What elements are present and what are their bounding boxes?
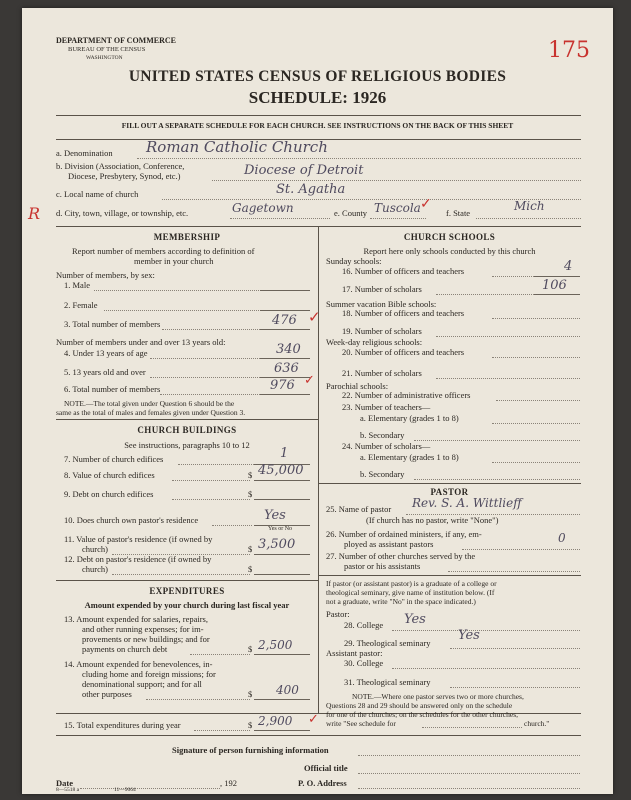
- q15-value: 2,900: [258, 714, 293, 728]
- q26-value: 0: [558, 531, 566, 545]
- county-check-mark: ✓: [420, 197, 432, 212]
- assistant-pastor-label: Assistant pastor:: [326, 648, 383, 658]
- form-code-1: 8—5518 a: [56, 787, 80, 793]
- stamp-number: 175: [548, 38, 590, 63]
- schools-title: CHURCH SCHOOLS: [403, 232, 496, 242]
- county-label: e. County: [334, 208, 368, 218]
- q14-label-2: cluding home and foreign missions; for: [82, 669, 216, 679]
- form-code-2: 11—9064: [114, 787, 136, 793]
- state-label: f. State: [446, 208, 471, 218]
- q25-note: (If church has no pastor, write "None"): [366, 515, 499, 525]
- q6-value: 976: [270, 378, 295, 393]
- q2-label: 2. Female: [64, 300, 98, 310]
- q8-value: 45,000: [258, 463, 304, 478]
- q11-value: 3,500: [258, 537, 296, 552]
- q30-label: 30. College: [344, 658, 384, 668]
- q29-label: 29. Theological seminary: [344, 638, 431, 648]
- q14-label-4: other purposes: [82, 689, 132, 699]
- pastor-note-3: for one of the churches; on the schedules for the other churches,: [326, 710, 519, 719]
- city-value: Gagetown: [232, 201, 294, 215]
- membership-note-2: same as the total of males and females given under Question 3.: [56, 408, 246, 417]
- official-title-label: Official title: [304, 763, 348, 773]
- q15-check-mark: ✓: [308, 711, 319, 726]
- q16-label: 16. Number of officers and teachers: [342, 266, 465, 276]
- q12-label-1: 12. Debt on pastor's residence (if owned by: [64, 554, 212, 564]
- date-label: Date: [56, 778, 73, 788]
- graduate-instr-3: not a graduate, write "No" in the space indicated.): [326, 597, 476, 606]
- q24-label: 24. Number of scholars—: [342, 441, 431, 451]
- q3-check-mark: ✓: [308, 310, 321, 326]
- q11-label-1: 11. Value of pastor's residence (if owned by: [64, 534, 213, 544]
- yes-or-no-hint: Yes or No: [268, 526, 293, 532]
- q19-label: 19. Number of scholars: [342, 326, 422, 336]
- pastor-note-5: church.": [524, 719, 550, 728]
- q13-label-4: payments on church debt: [82, 644, 168, 654]
- q12-dollar: $: [248, 564, 253, 574]
- q25-label: 25. Name of pastor: [326, 504, 392, 514]
- graduate-instr-2: theological seminary, give name of institution below. (If: [326, 588, 495, 597]
- city-label: WASHINGTON: [86, 55, 123, 61]
- q23a-label: a. Elementary (grades 1 to 8): [360, 413, 459, 423]
- bureau-label: BUREAU OF THE CENSUS: [68, 46, 146, 53]
- q11-dollar: $: [248, 544, 253, 554]
- pastor-sub-label: Pastor:: [326, 609, 350, 619]
- q15-dollar: $: [248, 720, 253, 730]
- q6-check-mark: ✓: [304, 372, 315, 387]
- q26-label-2: ployed as assistant pastors: [344, 539, 434, 549]
- pastor-note-1: NOTE.—Where one pastor serves two or more churches,: [352, 692, 524, 701]
- instruction-line: FILL OUT A SEPARATE SCHEDULE FOR EACH CHURCH. SEE INSTRUCTIONS ON THE BACK OF THIS SHEET: [121, 121, 514, 130]
- city-field-label: d. City, town, village, or township, etc.: [56, 208, 189, 218]
- q14-dollar: $: [248, 689, 253, 699]
- q10-label: 10. Does church own pastor's residence: [64, 515, 199, 525]
- q16-value: 4: [564, 259, 573, 274]
- q25-value: Rev. S. A. Wittlieff: [412, 496, 522, 510]
- county-value: Tuscola: [374, 201, 421, 215]
- q23-label: 23. Number of teachers—: [342, 402, 431, 412]
- census-schedule-sheet: [22, 8, 613, 794]
- department-label: DEPARTMENT OF COMMERCE: [56, 36, 177, 45]
- q8-label: 8. Value of church edifices: [64, 470, 155, 480]
- q27-label-1: 27. Number of other churches served by the: [326, 551, 476, 561]
- q12-label-2: church): [82, 564, 108, 574]
- membership-title: MEMBERSHIP: [153, 232, 221, 242]
- signature-label: Signature of person furnishing information: [172, 745, 329, 755]
- q3-label: 3. Total number of members: [64, 319, 161, 329]
- membership-note-1: NOTE.—The total given under Question 6 should be the: [64, 399, 235, 408]
- pastor-note-2: Questions 28 and 29 should be answered only on the schedule: [326, 701, 513, 710]
- q7-value: 1: [280, 446, 289, 461]
- page-title: UNITED STATES CENSUS OF RELIGIOUS BODIES: [128, 68, 507, 85]
- date-year: , 192: [220, 778, 237, 788]
- q15-label: 15. Total expenditures during year: [64, 720, 181, 730]
- parochial-schools-label: Parochial schools:: [326, 381, 389, 391]
- membership-intro-2: member in your church: [134, 256, 214, 266]
- q28-label: 28. College: [344, 620, 384, 630]
- members-by-sex: Number of members, by sex:: [56, 270, 155, 280]
- weekday-schools-label: Week-day religious schools:: [326, 337, 423, 347]
- sunday-schools-label: Sunday schools:: [326, 256, 382, 266]
- q13-value: 2,500: [258, 638, 293, 652]
- local-name-label: c. Local name of church: [56, 189, 139, 199]
- q3-value: 476: [272, 313, 297, 328]
- local-name-value: St. Agatha: [276, 182, 346, 197]
- buildings-title: CHURCH BUILDINGS: [137, 425, 237, 435]
- q21-label: 21. Number of scholars: [342, 368, 422, 378]
- schools-intro: Report here only schools conducted by this church: [363, 246, 536, 256]
- q13-label-3: provements or new buildings; and for: [82, 634, 210, 644]
- membership-intro-1: Report number of members according to definition of: [72, 246, 255, 256]
- pastor-note-4: write "See schedule for: [326, 719, 396, 728]
- q24a-label: a. Elementary (grades 1 to 8): [360, 452, 459, 462]
- q5-value: 636: [274, 361, 299, 376]
- q24b-label: b. Secondary: [360, 469, 405, 479]
- q4-label: 4. Under 13 years of age: [64, 348, 148, 358]
- q20-label: 20. Number of officers and teachers: [342, 347, 465, 357]
- q4-value: 340: [276, 342, 301, 357]
- q9-dollar: $: [248, 489, 253, 499]
- q6-label: 6. Total number of members: [64, 384, 161, 394]
- q14-value: 400: [276, 683, 299, 697]
- q17-label: 17. Number of scholars: [342, 284, 422, 294]
- pastor-title: PASTOR: [430, 487, 469, 497]
- expenditures-title: EXPENDITURES: [149, 586, 225, 596]
- q28-value: Yes: [404, 612, 426, 627]
- page-subtitle: SCHEDULE: 1926: [248, 88, 387, 107]
- summer-schools-label: Summer vacation Bible schools:: [326, 299, 437, 309]
- buildings-intro: See instructions, paragraphs 10 to 12: [124, 440, 250, 450]
- division-label-1: b. Division (Association, Conference,: [56, 161, 185, 171]
- q7-label: 7. Number of church edifices: [64, 454, 164, 464]
- q23b-label: b. Secondary: [360, 430, 405, 440]
- q26-label-1: 26. Number of ordained ministers, if any, em-: [326, 529, 482, 539]
- q22-label: 22. Number of administrative officers: [342, 390, 471, 400]
- q13-label-1: 13. Amount expended for salaries, repairs,: [64, 614, 208, 624]
- q1-label: 1. Male: [64, 280, 90, 290]
- q13-label-2: and other running expenses; for im-: [82, 624, 204, 634]
- q11-label-2: church): [82, 544, 108, 554]
- q14-label-1: 14. Amount expended for benevolences, in-: [64, 659, 213, 669]
- q9-label: 9. Debt on church edifices: [64, 489, 154, 499]
- q31-label: 31. Theological seminary: [344, 677, 431, 687]
- q17-value: 106: [542, 278, 567, 293]
- denomination-value: Roman Catholic Church: [146, 138, 328, 156]
- q14-label-3: denominational support; and for all: [82, 679, 202, 689]
- expenditures-intro: Amount expended by your church during last fiscal year: [84, 600, 290, 610]
- red-r-mark: R: [28, 204, 41, 223]
- q27-label-2: pastor or his assistants: [344, 561, 421, 571]
- division-label-2: Diocese, Presbytery, Synod, etc.): [68, 171, 181, 181]
- q13-dollar: $: [248, 644, 253, 654]
- po-address-label: P. O. Address: [298, 778, 347, 788]
- q10-value: Yes: [264, 508, 286, 523]
- q5-label: 5. 13 years old and over: [64, 367, 146, 377]
- state-value: Mich: [514, 199, 545, 213]
- q29-value: Yes: [458, 628, 480, 643]
- age-intro: Number of members under and over 13 years old:: [56, 337, 226, 347]
- q8-dollar: $: [248, 470, 253, 480]
- denomination-label: a. Denomination: [56, 148, 113, 158]
- division-value: Diocese of Detroit: [244, 163, 364, 178]
- q18-label: 18. Number of officers and teachers: [342, 308, 465, 318]
- graduate-instr-1: If pastor (or assistant pastor) is a graduate of a college or: [326, 579, 497, 588]
